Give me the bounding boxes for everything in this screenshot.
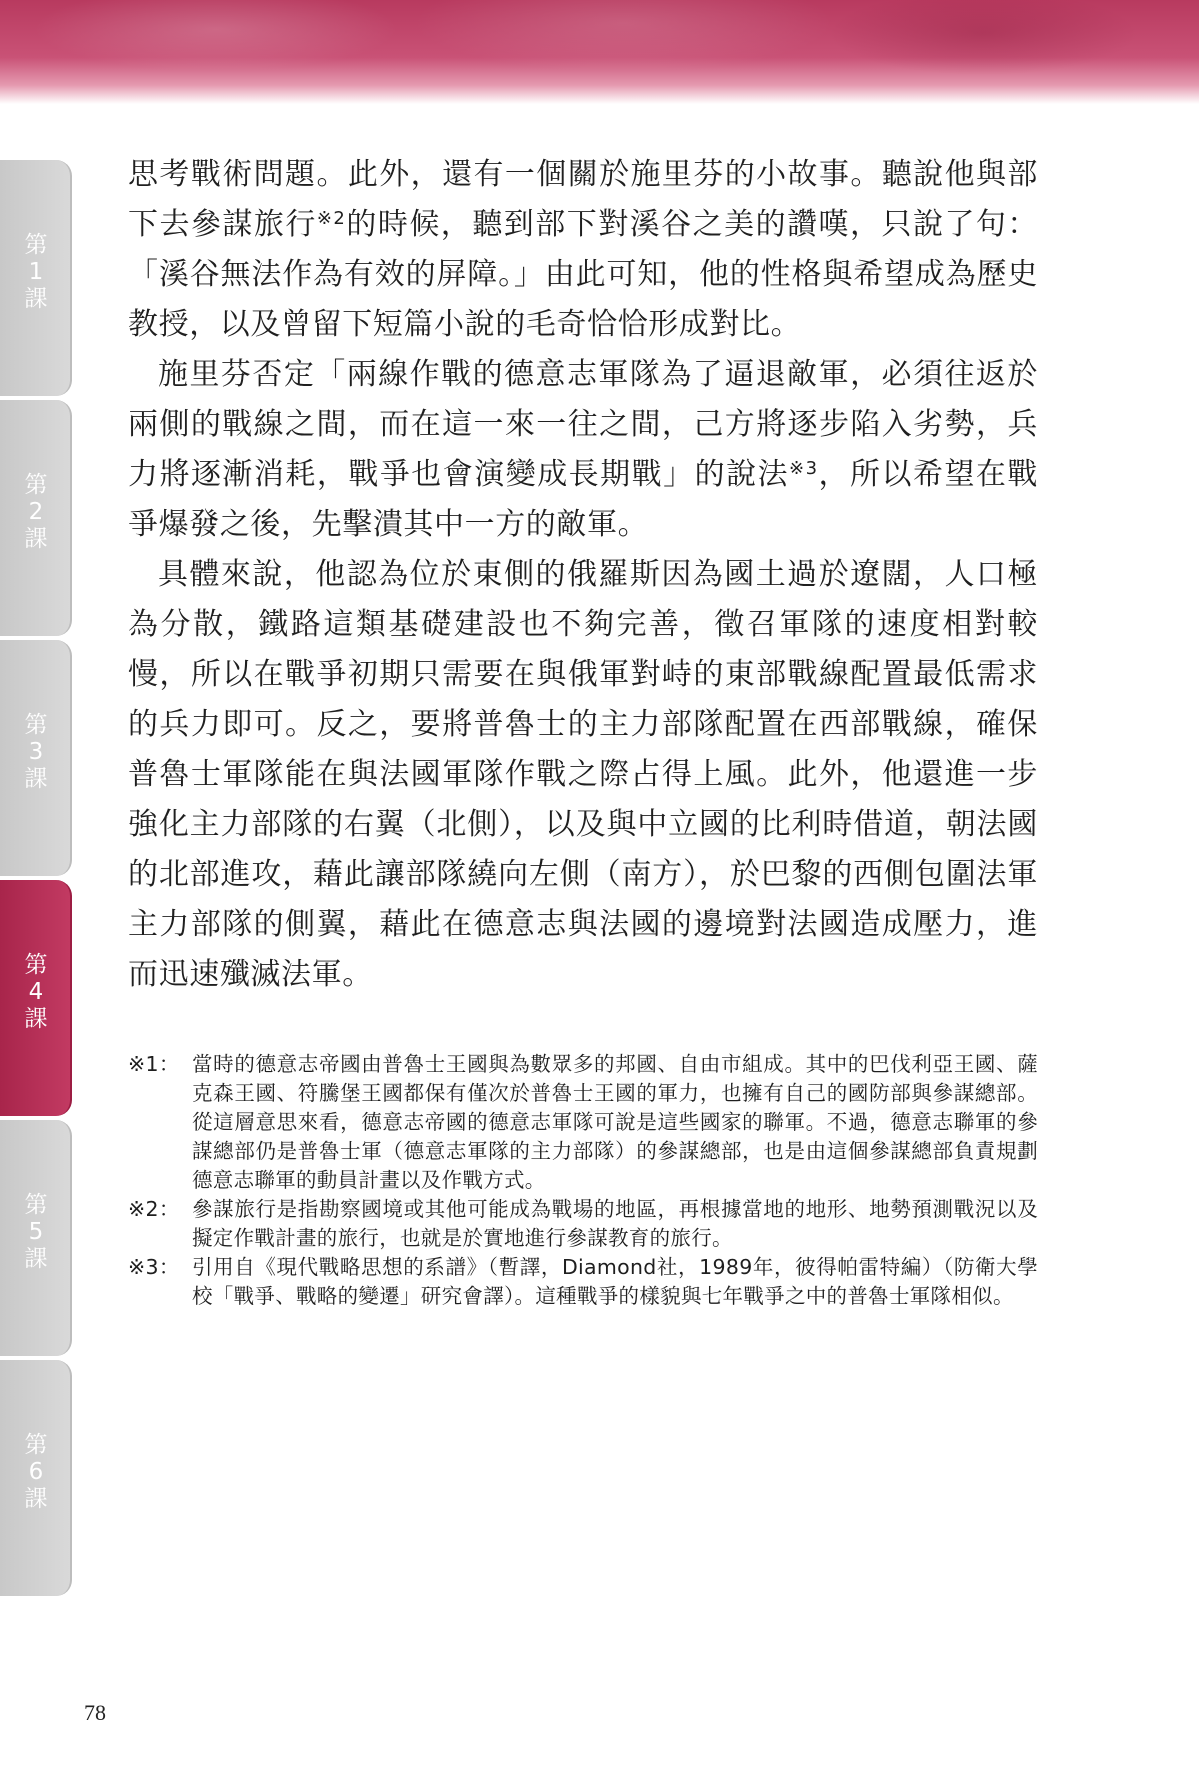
chapter-tab-4[interactable] xyxy=(0,880,72,1116)
chapter-tab-3[interactable] xyxy=(0,640,72,876)
chapter-tab-label: 第 5 課 xyxy=(24,1192,48,1272)
header-banner xyxy=(0,0,1199,104)
footnote-marker: ※2： xyxy=(128,1197,180,1221)
footnote-marker: ※3： xyxy=(128,1255,180,1279)
footnote-2 xyxy=(128,1195,1038,1253)
footnote-ref-3[interactable]: ※3 xyxy=(789,458,818,479)
page-number: 78 xyxy=(84,1700,106,1725)
chapter-tab-1[interactable] xyxy=(0,160,72,396)
paragraph-3: 具體來說，他認為位於東側的俄羅斯因為國土過於遼闊，人口極為分散，鐵路這類基礎建設也不夠完善，徵召軍隊的速度相對較慢，所以在戰爭初期只需要在與俄軍對峙的東部戰線配置最低需求的兵力即可。反之，要將普魯士的主力部隊配置在西部戰線，確保普魯士軍隊能在與法國軍隊作戰之際占得上風。此外，他還進一步強化主力部隊的右翼（北側），以及與中立國的比利時借道，朝法國的北部進攻，藉此讓部隊繞向左側（南方），於巴黎的西側包圍法軍主力部隊的側翼，藉此在德意志與法國的邊境對法國造成壓力，進而迅速殲滅法軍。 xyxy=(128,557,1038,992)
chapter-tab-5[interactable] xyxy=(0,1120,72,1356)
footnote-marker: ※1： xyxy=(128,1052,180,1076)
chapter-tab-label: 第 2 課 xyxy=(24,472,48,552)
chapter-tab-2[interactable] xyxy=(0,400,72,636)
chapter-tab-label: 第 4 課 xyxy=(24,952,48,1032)
footnote-text: 當時的德意志帝國由普魯士王國與為數眾多的邦國、自由市組成。其中的巴伐利亞王國、薩克森王國、符騰堡王國都保有僅次於普魯士王國的軍力，也擁有自己的國防部與參謀總部。從這層意思來看，德意志帝國的德意志軍隊可說是這些國家的聯軍。不過，德意志聯軍的參謀總部仍是普魯士軍（德意志軍隊的主力部隊）的參謀總部，也是由這個參謀總部負責規劃德意志聯軍的動員計畫以及作戰方式。 xyxy=(192,1052,1038,1192)
footnote-1 xyxy=(128,1050,1038,1195)
footnotes xyxy=(128,1050,1038,1311)
paragraph-2: 施里芬否定「兩線作戰的德意志軍隊為了逼退敵軍，必須往返於兩側的戰線之間，而在這一來一往之間，己方將逐步陷入劣勢，兵力將逐漸消耗，戰爭也會演變成長期戰」的說法$^{※3}$，所以希望在戰爭爆發之後，先擊潰其中一方的敵軍。 xyxy=(128,357,1039,542)
chapter-tab-label: 第 3 課 xyxy=(24,712,48,792)
chapter-tab-6[interactable] xyxy=(0,1360,72,1596)
chapter-tab-label: 第 6 課 xyxy=(24,1432,48,1512)
paragraph-1: 思考戰術問題。此外，還有一個關於施里芬的小故事。聽說他與部下去參謀旅行$^{※2}$的時候，聽到部下對溪谷之美的讚嘆，只說了句：「溪谷無法作為有效的屏障。」由此可知，他的性格與希望成為歷史教授，以及曾留下短篇小說的毛奇恰恰形成對比。 xyxy=(128,157,1039,342)
footnote-text: 引用自《現代戰略思想的系譜》（暫譯，Diamond社，1989年，彼得帕雷特編）（防衛大學校「戰爭、戰略的變遷」研究會譯）。這種戰爭的樣貌與七年戰爭之中的普魯士軍隊相似。 xyxy=(192,1255,1038,1308)
body-text xyxy=(128,150,1038,1000)
footnote-ref-2[interactable]: ※2 xyxy=(316,208,346,229)
footnote-3 xyxy=(128,1253,1038,1311)
chapter-tab-label: 第 1 課 xyxy=(24,232,48,312)
footnote-text: 參謀旅行是指勘察國境或其他可能成為戰場的地區，再根據當地的地形、地勢預測戰況以及擬定作戰計畫的旅行，也就是於實地進行參謀教育的旅行。 xyxy=(192,1197,1038,1250)
